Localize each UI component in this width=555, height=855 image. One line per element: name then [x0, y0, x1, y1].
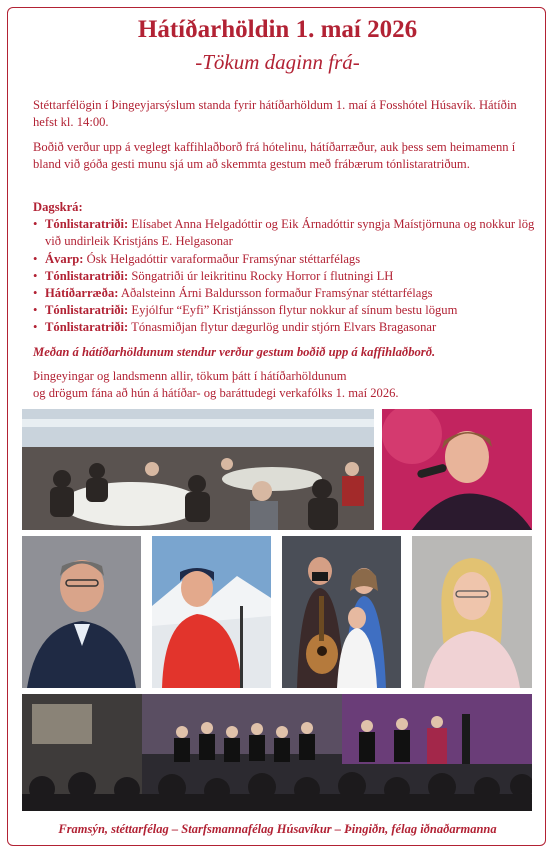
closing-line-1: Þingeyingar og landsmenn allir, tökum þátt í hátíðarhöldunum	[33, 369, 347, 383]
agenda-item-text: Söngatriði úr leikritinu Rocky Horror í flutningi LH	[128, 268, 394, 283]
agenda-item	[33, 302, 538, 319]
agenda-item	[33, 251, 538, 268]
portrait-woman-mountain	[152, 536, 271, 688]
closing-line-2: og drögum fána að hún á hátíðar- og baráttudegi verkafólks 1. maí 2026.	[33, 386, 399, 400]
agenda-item	[33, 319, 538, 336]
agenda-heading: Dagskrá:	[33, 200, 83, 214]
singer-photo	[382, 409, 532, 530]
agenda-item-text: Eyjólfur “Eyfi” Kristjánsson flytur nokkur af sínum bestu lögum	[128, 303, 458, 318]
portrait-man-suit	[22, 536, 141, 688]
intro-paragraph-2: Boðið verður upp á veglegt kaffihlaðborð frá hótelinu, hátíðarræður, auk þess sem heimamenn í bland við góða gesti munu sjá um að skemmta gestum með frábærum tónlistaratriðum.	[33, 140, 516, 171]
portrait-woman-glasses	[412, 536, 532, 688]
agenda-item-label: Hátíðarræða:	[45, 286, 119, 301]
agenda-item	[33, 285, 538, 302]
agenda-item-label: Tónlistaratriði:	[45, 268, 129, 283]
intro-paragraph-1: Stéttarfélögin í Þingeyjarsýslum standa fyrir hátíðarhöldum 1. maí á Fosshótel Húsavík. Hátíðin hefst kl. 14:00.	[33, 98, 517, 129]
footer-organizations: Framsýn, stéttarfélag – Starfsmannafélag Húsavíkur – Þingiðn, félag iðnaðarmanna	[58, 822, 497, 836]
agenda	[33, 199, 538, 337]
agenda-item	[33, 216, 538, 250]
agenda-item-text: Elísabet Anna Helgadóttir og Eik Árnadóttir syngja Maístjörnuna og nokkur lög við undirleik Kristjáns E. Helgasonar	[45, 217, 535, 249]
agenda-item-label: Tónlistaratriði:	[45, 303, 129, 318]
closing-paragraph	[33, 368, 533, 402]
agenda-list	[33, 216, 538, 336]
coffee-note: Meðan á hátíðarhöldunum stendur verður gestum boðið upp á kaffihlaðborð.	[33, 345, 436, 359]
page-title: Hátíðarhöldin 1. maí 2026	[137, 16, 418, 43]
agenda-item-label: Ávarp:	[45, 251, 84, 266]
agenda-item-text: Tónasmiðjan flytur dægurlög undir stjórn Elvars Bragasonar	[128, 320, 437, 335]
audience-photo	[22, 409, 374, 530]
agenda-item-text: Ósk Helgadóttir varaformaður Framsýnar stéttarfélags	[83, 251, 361, 266]
portrait-family-guitar	[282, 536, 401, 688]
agenda-item-text: Aðalsteinn Árni Baldursson formaður Framsýnar stéttarfélags	[118, 286, 433, 301]
agenda-item-label: Tónlistaratriði:	[45, 320, 129, 335]
agenda-item	[33, 268, 538, 285]
agenda-item-label: Tónlistaratriði:	[45, 217, 129, 232]
concert-photo	[22, 694, 532, 811]
page-subtitle: -Tökum daginn frá-	[195, 50, 360, 74]
